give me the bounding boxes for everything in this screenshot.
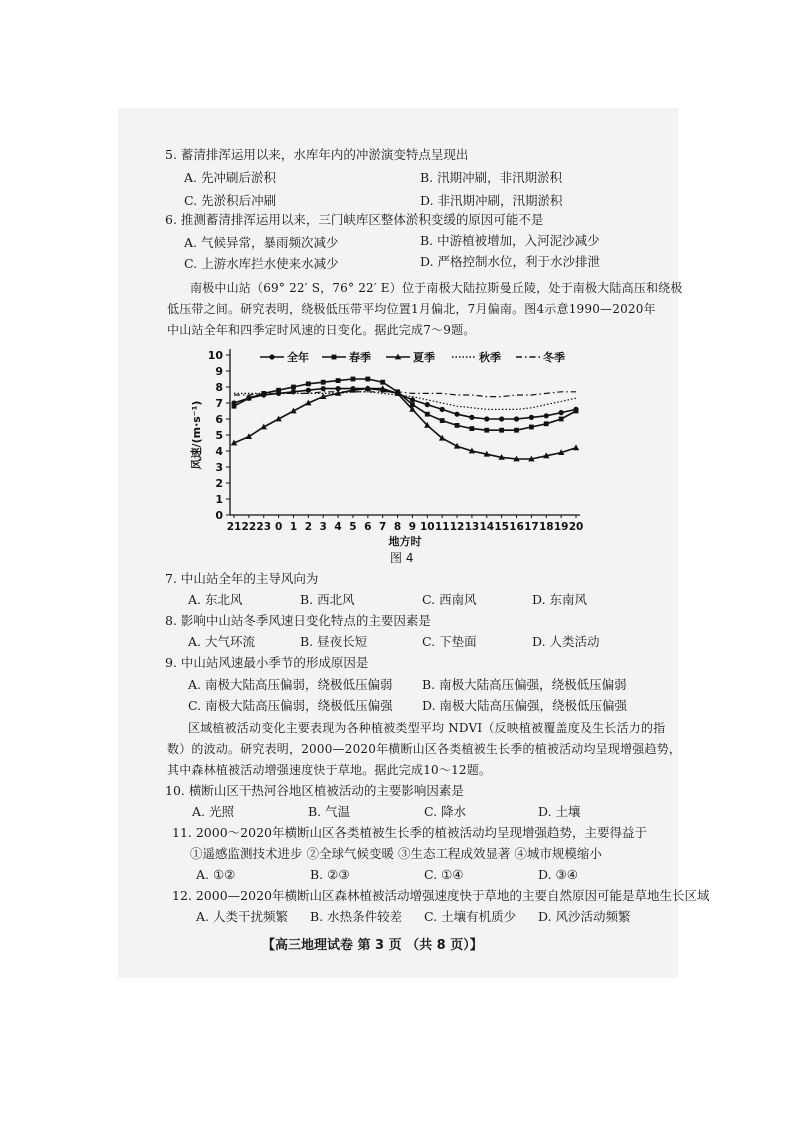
q5-option-b: B. 汛期冲刷，非汛期淤积 xyxy=(420,170,563,185)
q6-option-d: D. 严格控制水位，利于水沙排泄 xyxy=(420,254,601,269)
q8-option-a: A. 大气环流 xyxy=(188,634,255,649)
q11-option-c: C. ①④ xyxy=(424,867,464,882)
x-tick-label: 9 xyxy=(408,521,417,533)
series-point-1 xyxy=(470,426,475,431)
series-point-1 xyxy=(336,378,341,383)
q5-option-a: A. 先冲刷后淤积 xyxy=(184,170,276,185)
q10-option-b: B. 气温 xyxy=(308,804,351,819)
q12-option-a: A. 人类干扰频繁 xyxy=(196,909,288,924)
series-point-0 xyxy=(410,397,415,402)
x-tick-label: 14 xyxy=(479,521,495,533)
series-point-1 xyxy=(440,418,445,423)
series-point-2 xyxy=(573,444,579,450)
series-point-0 xyxy=(544,413,549,418)
series-point-1 xyxy=(559,417,564,422)
q7-option-d: D. 东南风 xyxy=(532,592,588,607)
legend-label-2: 夏季 xyxy=(413,351,435,364)
x-tick-label: 18 xyxy=(538,521,554,533)
q12-option-c: C. 土壤有机质少 xyxy=(424,909,517,924)
q7-stem: 7. 中山站全年的主导风向为 xyxy=(165,571,319,586)
series-point-1 xyxy=(291,385,296,390)
q12-option-b: B. 水热条件较差 xyxy=(310,909,403,924)
series-point-0 xyxy=(306,388,311,393)
series-line-1 xyxy=(234,379,576,430)
y-tick-label: 9 xyxy=(215,365,223,378)
figure-caption: 图 4 xyxy=(390,551,414,565)
q5-option-c: C. 先淤积后冲刷 xyxy=(184,193,277,208)
series-point-1 xyxy=(544,421,549,426)
page-footer: 【高三地理试卷 第 3 页 （共 8 页）】 xyxy=(262,938,483,953)
series-point-1 xyxy=(499,428,504,433)
x-tick-label: 4 xyxy=(334,521,342,533)
passage2-line3: 其中森林植被活动增强速度快于草地。据此完成10～12题。 xyxy=(167,763,492,777)
q9-option-c: C. 南极大陆高压偏弱，绕极低压偏强 xyxy=(188,698,393,713)
series-point-0 xyxy=(440,407,445,412)
x-tick-label: 11 xyxy=(434,521,450,533)
q5-option-d: D. 非汛期冲刷，汛期淤积 xyxy=(420,193,563,208)
q9-option-a: A. 南极大陆高压偏弱，绕极低压偏弱 xyxy=(188,677,393,692)
q8-option-c: C. 下垫面 xyxy=(422,634,477,649)
x-tick-label: 3 xyxy=(319,521,327,533)
y-tick-label: 10 xyxy=(207,349,223,362)
x-tick-label: 7 xyxy=(379,521,387,533)
x-tick-label: 20 xyxy=(568,521,584,533)
q8-stem: 8. 影响中山站冬季风速日变化特点的主要因素是 xyxy=(165,613,431,628)
chart-axes xyxy=(189,349,583,548)
y-axis-title: 风速/(m·s⁻¹) xyxy=(190,400,203,470)
chart-legend xyxy=(260,350,565,364)
x-tick-label: 17 xyxy=(524,521,539,533)
x-tick-label: 19 xyxy=(553,521,569,533)
y-tick-label: 3 xyxy=(215,461,223,474)
x-tick-label: 5 xyxy=(349,521,357,533)
q10-option-a: A. 光照 xyxy=(192,804,234,819)
chart-series xyxy=(231,377,579,462)
series-point-1 xyxy=(529,425,534,430)
x-tick-label: 12 xyxy=(449,521,465,533)
q5-stem: 5. 蓄清排浑运用以来，水库年内的冲淤演变特点呈现出 xyxy=(165,147,469,162)
legend-label-4: 冬季 xyxy=(543,351,565,364)
legend-label-3: 秋季 xyxy=(479,351,501,364)
series-point-1 xyxy=(276,388,281,393)
series-point-0 xyxy=(454,412,459,417)
passage2-line2: 数）的波动。研究表明，2000—2020年横断山区各类植被生长季的植被活动均呈现增强趋势， xyxy=(167,742,682,756)
series-point-1 xyxy=(365,377,370,382)
q6-option-a: A. 气候异常，暴雨频次减少 xyxy=(184,235,339,250)
x-tick-label: 13 xyxy=(464,521,480,533)
q11-option-d: D. ③④ xyxy=(538,867,578,882)
x-axis-title: 地方时 xyxy=(388,535,422,548)
series-point-1 xyxy=(246,396,251,401)
q7-option-b: B. 西北风 xyxy=(300,592,355,607)
y-tick-label: 0 xyxy=(215,509,223,522)
x-tick-label: 23 xyxy=(256,521,272,533)
y-tick-label: 6 xyxy=(215,413,223,426)
series-point-1 xyxy=(306,381,311,386)
x-tick-label: 2 xyxy=(304,521,313,533)
x-tick-label: 6 xyxy=(364,521,372,533)
q7-option-a: A. 东北风 xyxy=(188,592,243,607)
q9-option-d: D. 南极大陆高压偏强，绕极低压偏强 xyxy=(422,698,628,713)
series-point-0 xyxy=(499,416,504,421)
series-point-0 xyxy=(514,416,519,421)
q11-stem: 11. 2000～2020年横断山区各类植被生长季的植被活动均呈现增强趋势，主要得益于 xyxy=(172,825,647,840)
series-point-0 xyxy=(484,416,489,421)
passage1-line1: 南极中山站（69° 22′ S，76° 22′ E）位于南极大陆拉斯曼丘陵，处于南极大陆高压和绕极 xyxy=(190,281,683,295)
legend-marker-0 xyxy=(269,354,274,359)
x-tick-label: 10 xyxy=(419,521,435,533)
q12-stem: 12. 2000—2020年横断山区森林植被活动增强速度快于草地的主要自然原因可能是草地生长区域 xyxy=(172,888,710,903)
series-point-0 xyxy=(559,410,564,415)
series-point-1 xyxy=(232,404,237,409)
x-tick-label: 0 xyxy=(274,521,283,533)
q6-stem: 6. 推测蓄清排浑运用以来，三门峡库区整体淤积变缓的原因可能不是 xyxy=(165,212,544,227)
legend-label-0: 全年 xyxy=(287,351,309,364)
q12-option-d: D. 风沙活动频繁 xyxy=(538,909,631,924)
q6-option-b: B. 中游植被增加，入河泥沙减少 xyxy=(420,233,600,248)
y-tick-label: 4 xyxy=(215,445,223,458)
series-point-1 xyxy=(455,423,460,428)
series-point-0 xyxy=(321,386,326,391)
wind-speed-chart xyxy=(180,340,600,550)
q8-option-b: B. 昼夜长短 xyxy=(300,634,368,649)
passage2-line1: 区域植被活动变化主要表现为各种植被类型平均 NDVI（反映植被覆盖度及生长活力的指 xyxy=(188,721,666,735)
q9-stem: 9. 中山站风速最小季节的形成原因是 xyxy=(165,655,369,670)
x-tick-label: 21 xyxy=(226,521,242,533)
q10-option-d: D. 土壤 xyxy=(538,804,581,819)
y-tick-label: 7 xyxy=(215,397,223,410)
y-tick-label: 8 xyxy=(215,381,223,394)
y-tick-label: 5 xyxy=(215,429,223,442)
series-point-1 xyxy=(484,428,489,433)
series-point-1 xyxy=(425,412,430,417)
series-point-1 xyxy=(574,409,579,414)
series-point-1 xyxy=(351,377,356,382)
legend-label-1: 春季 xyxy=(349,351,371,364)
series-point-1 xyxy=(514,428,519,433)
y-tick-label: 2 xyxy=(215,477,223,490)
series-point-0 xyxy=(529,415,534,420)
passage1-line3: 中山站全年和四季定时风速的日变化。据此完成7～9题。 xyxy=(167,323,476,337)
q11-option-a: A. ①② xyxy=(196,867,236,882)
q11-choices-line: ①遥感监测技术进步 ②全球气候变暖 ③生态工程成效显著 ④城市规模缩小 xyxy=(190,846,602,861)
passage1-line2: 低压带之间。研究表明，绕极低压带平均位置1月偏北，7月偏南。图4示意1990—2020年 xyxy=(167,302,656,316)
q7-option-c: C. 西南风 xyxy=(422,592,477,607)
q8-option-d: D. 人类活动 xyxy=(532,634,600,649)
y-tick-label: 1 xyxy=(215,493,223,506)
q10-option-c: C. 降水 xyxy=(424,804,467,819)
series-point-0 xyxy=(469,415,474,420)
series-point-1 xyxy=(380,380,385,385)
x-tick-label: 22 xyxy=(241,521,257,533)
x-tick-label: 1 xyxy=(289,521,298,533)
series-point-0 xyxy=(425,402,430,407)
x-tick-label: 15 xyxy=(494,521,509,533)
q9-option-b: B. 南极大陆高压偏强，绕极低压偏弱 xyxy=(422,677,627,692)
q6-option-c: C. 上游水库拦水使来水减少 xyxy=(184,256,339,271)
x-tick-label: 8 xyxy=(393,521,402,533)
legend-marker-1 xyxy=(332,355,337,360)
series-point-1 xyxy=(321,380,326,385)
q11-option-b: B. ②③ xyxy=(310,867,350,882)
x-tick-label: 16 xyxy=(509,521,524,533)
q10-stem: 10. 横断山区干热河谷地区植被活动的主要影响因素是 xyxy=(165,783,464,798)
